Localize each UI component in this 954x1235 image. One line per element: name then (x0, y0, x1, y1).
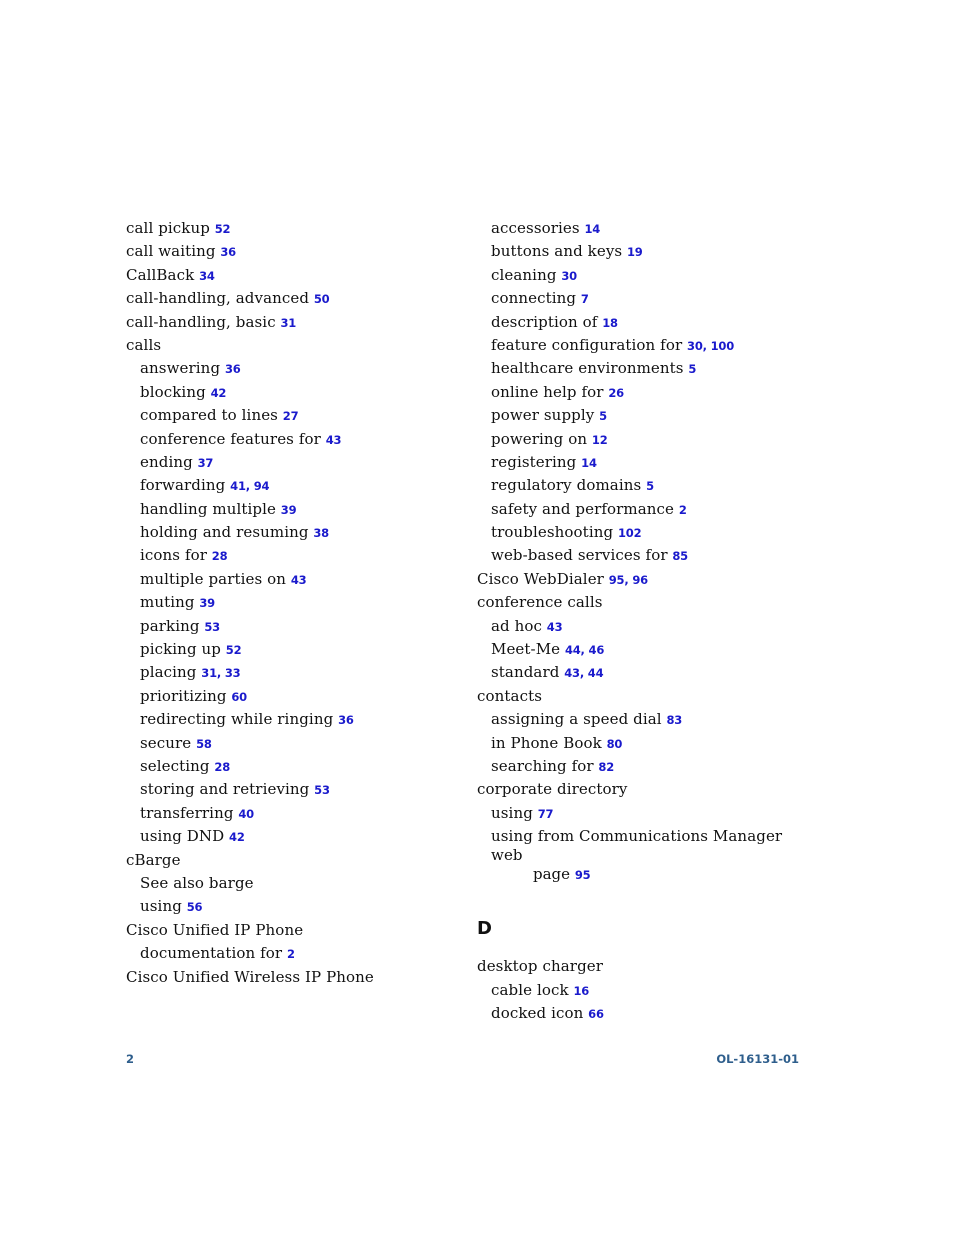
index-entry (477, 404, 807, 427)
index-term: corporate directory (477, 780, 628, 799)
index-entry (126, 381, 456, 404)
index-entry (126, 708, 456, 731)
index-term: troubleshooting (491, 523, 614, 542)
index-term: accessories (491, 219, 580, 237)
page-link[interactable]: 66 (588, 1006, 604, 1021)
index-term: cleaning (491, 265, 557, 284)
index-term: answering (140, 359, 221, 378)
index-term: in Phone Book (491, 733, 602, 752)
page-link[interactable]: 52 (225, 643, 242, 658)
index-right-column (477, 217, 807, 1025)
index-entry (126, 966, 456, 989)
index-entry (477, 287, 807, 310)
index-term: holding and resuming (140, 523, 309, 542)
index-entry (126, 638, 456, 661)
index-term: storing and retrieving (140, 780, 310, 799)
index-entry (126, 474, 456, 497)
index-entry (126, 544, 456, 567)
index-group-d (477, 955, 807, 1025)
index-term: desktop charger (477, 957, 604, 976)
index-term: prioritizing (140, 686, 227, 705)
page-link[interactable]: 39 (199, 596, 215, 611)
index-entry (126, 755, 456, 778)
index-entry (126, 287, 456, 310)
index-entry (477, 778, 807, 801)
index-entry (477, 474, 807, 497)
page-link[interactable]: 83 (666, 713, 683, 728)
page-link[interactable]: 28 (211, 549, 228, 564)
index-term: connecting (491, 289, 577, 308)
index-term: safety and performance (491, 499, 675, 518)
index-entry (126, 732, 456, 755)
index-entry (477, 240, 807, 263)
page-link[interactable]: 30 (561, 268, 577, 283)
index-term: using (140, 897, 182, 916)
index-entry (126, 872, 456, 895)
index-term: CallBack (126, 265, 195, 284)
index-entry (126, 895, 456, 918)
index-term: searching for (491, 756, 594, 775)
page-link[interactable]: 95 (574, 868, 591, 883)
index-term: ad hoc (491, 616, 543, 635)
index-term: page (533, 865, 571, 884)
index-term: ending (140, 452, 193, 471)
index-term: forwarding (140, 476, 226, 495)
page-link[interactable]: 37 (197, 455, 214, 470)
page-link[interactable]: 26 (608, 385, 624, 400)
index-entry (126, 217, 456, 240)
index-term: redirecting while ringing (140, 710, 334, 729)
page-link[interactable]: 28 (214, 759, 231, 774)
index-entry (126, 240, 456, 263)
index-term: conference calls (477, 593, 603, 612)
index-entry (477, 615, 807, 638)
index-entry (477, 979, 807, 1002)
index-term: assigning a speed dial (491, 710, 662, 729)
index-entry (126, 802, 456, 825)
index-entry (126, 568, 456, 591)
index-entry (477, 685, 807, 708)
index-left-column (126, 217, 456, 989)
index-term: feature configuration for (491, 335, 683, 354)
index-entry (126, 498, 456, 521)
page-link[interactable]: 31 (280, 315, 297, 330)
page-link[interactable]: 43 (325, 432, 342, 447)
page-link[interactable]: 43, 44 (564, 666, 604, 681)
index-term: Cisco Unified IP Phone (126, 920, 304, 939)
index-term: calls (126, 335, 162, 354)
index-entry (126, 264, 456, 287)
index-term: web-based services for (491, 546, 668, 565)
page-link[interactable]: 36 (338, 713, 354, 728)
page-link[interactable]: 5 (646, 479, 654, 494)
index-term: picking up (140, 640, 221, 659)
page-link[interactable]: 44, 46 (564, 643, 605, 658)
page-link[interactable]: 102 (617, 526, 642, 541)
page-link[interactable]: 31, 33 (201, 666, 241, 681)
index-term: registering (491, 452, 577, 471)
index-entry (126, 451, 456, 474)
index-term: transferring (140, 803, 234, 822)
index-entry (126, 825, 456, 848)
footer-doc-id: OL-16131-01 (716, 1052, 799, 1066)
page-link[interactable]: 60 (231, 689, 247, 704)
page-link[interactable]: 85 (672, 549, 688, 564)
index-entry (126, 521, 456, 544)
page-link[interactable]: 58 (196, 736, 212, 751)
index-entry (126, 404, 456, 427)
index-entry (477, 1002, 807, 1025)
page-link[interactable]: 5 (688, 362, 697, 377)
index-entry (477, 591, 807, 614)
index-term: buttons and keys (491, 242, 623, 261)
page-link[interactable]: 82 (598, 759, 615, 774)
index-entry (477, 802, 807, 825)
page-link[interactable]: 2 (678, 502, 687, 517)
index-entry (126, 615, 456, 638)
index-term: secure (140, 733, 192, 752)
index-term: selecting (140, 756, 210, 775)
page-link[interactable]: 2 (286, 947, 295, 962)
index-term: contacts (477, 686, 542, 705)
page-link[interactable]: 39 (280, 502, 297, 517)
page-link[interactable]: 52 (214, 222, 231, 236)
index-term: icons for (140, 546, 208, 565)
page-link[interactable]: 30, 100 (687, 338, 734, 353)
page-link[interactable]: 40 (238, 806, 254, 821)
index-term: using from Communications Manager web (491, 827, 783, 865)
index-entry (477, 428, 807, 451)
index-entry (126, 919, 456, 942)
index-term: healthcare environments (491, 359, 684, 378)
index-entry (477, 544, 807, 567)
index-entry (477, 955, 807, 978)
page-link[interactable]: 19 (626, 245, 643, 260)
page-link[interactable]: 34 (199, 268, 215, 283)
index-term: Meet-Me (491, 640, 561, 659)
index-term: documentation for (140, 944, 283, 963)
index-entry (477, 661, 807, 684)
page-link[interactable]: 42 (229, 830, 245, 845)
page-link[interactable]: 41, 94 (230, 479, 270, 494)
page-link[interactable]: 36 (220, 245, 236, 260)
index-entry (477, 311, 807, 334)
index-entry (477, 521, 807, 544)
index-term: description of (491, 312, 598, 331)
index-term: placing (140, 663, 197, 682)
index-term: compared to lines (140, 406, 278, 425)
page-link[interactable]: 43 (290, 572, 307, 587)
index-term: handling multiple (140, 499, 276, 518)
index-term: docked icon (491, 1003, 584, 1022)
index-entry (126, 311, 456, 334)
page-link[interactable]: 38 (313, 526, 329, 541)
index-term: online help for (491, 382, 604, 401)
index-term: call pickup (126, 219, 210, 237)
index-entry (126, 661, 456, 684)
index-term: call-handling, basic (126, 312, 276, 331)
index-term: Cisco WebDialer (477, 569, 604, 588)
page-link[interactable]: 14 (584, 222, 601, 236)
index-entry-wrapped (477, 825, 807, 887)
index-term: regulatory domains (491, 476, 642, 495)
index-term: power supply (491, 406, 595, 425)
page-link[interactable]: 53 (204, 619, 220, 634)
index-term: using (491, 803, 533, 822)
index-entry (477, 498, 807, 521)
footer-page-number: 2 (126, 1052, 135, 1066)
page-link[interactable]: 56 (186, 900, 203, 915)
index-term: Cisco Unified Wireless IP Phone (126, 967, 374, 986)
page-link[interactable]: 80 (606, 736, 623, 751)
page-link[interactable]: 7 (580, 292, 589, 307)
index-term: using DND (140, 827, 225, 846)
page-link[interactable]: 77 (537, 806, 554, 821)
index-entry (126, 357, 456, 380)
index-term: standard (491, 663, 560, 682)
index-entry (477, 217, 807, 240)
page-link[interactable]: 5 (599, 409, 607, 424)
index-entry (477, 568, 807, 591)
page-link[interactable]: 14 (581, 455, 597, 470)
index-entry (477, 264, 807, 287)
section-letter-heading: D (477, 918, 492, 940)
index-term: powering on (491, 429, 588, 448)
index-entry (126, 428, 456, 451)
page-link[interactable]: 27 (282, 409, 299, 424)
index-entry (477, 708, 807, 731)
index-term: See also barge (140, 873, 254, 892)
page-link[interactable]: 16 (573, 983, 590, 998)
page-link[interactable]: 53 (314, 783, 330, 798)
index-entry (126, 849, 456, 872)
index-term: muting (140, 593, 195, 612)
index-entry (477, 732, 807, 755)
index-term: multiple parties on (140, 569, 287, 588)
index-entry (126, 942, 456, 965)
page-link[interactable]: 43 (546, 619, 563, 634)
index-entry (477, 451, 807, 474)
index-entry (477, 334, 807, 357)
index-entry (477, 381, 807, 404)
index-term: call waiting (126, 242, 216, 261)
index-entry (126, 778, 456, 801)
index-term: conference features for (140, 429, 321, 448)
page-link[interactable]: 50 (313, 292, 330, 307)
index-term: call-handling, advanced (126, 289, 310, 308)
index-entry (477, 357, 807, 380)
index-term: blocking (140, 382, 206, 401)
index-entry (477, 755, 807, 778)
page-link[interactable]: 42 (210, 385, 227, 400)
index-term: cable lock (491, 980, 569, 999)
page-link[interactable]: 18 (602, 315, 618, 330)
page-link[interactable]: 36 (224, 362, 241, 377)
index-entry (126, 685, 456, 708)
page-link[interactable]: 95, 96 (608, 572, 648, 587)
index-entry (477, 638, 807, 661)
index-term: parking (140, 616, 200, 635)
index-term: cBarge (126, 850, 181, 869)
index-entry (126, 334, 456, 357)
index-group-cisco-phone-cont (477, 217, 807, 825)
page-link[interactable]: 12 (591, 432, 608, 447)
index-term-continuation (491, 865, 807, 885)
index-entry (126, 591, 456, 614)
